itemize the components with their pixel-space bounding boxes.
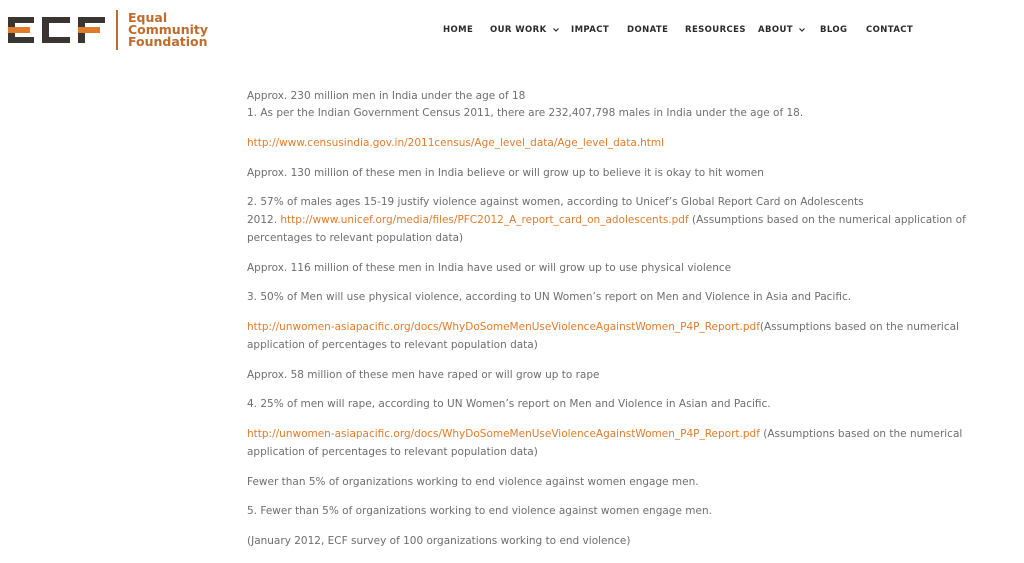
unicef-link[interactable]: http://www.unicef.org/media/files/PFC2012_A_report_card_on_adolescents.pdf (280, 214, 689, 226)
stat-note-2-line2 (247, 211, 977, 229)
stat-note-4: 4. 25% of men will rape, according to UN Women’s report on Men and Violence in Asian and Pacific. (247, 398, 771, 410)
chevron-down-icon (552, 26, 560, 34)
nav-donate[interactable] (627, 25, 668, 35)
main-nav (0, 22, 1024, 39)
chevron-down-icon (798, 26, 806, 34)
source-link-4-row (247, 425, 977, 443)
source-link-3-line2: application of percentages to relevant population data) (247, 339, 538, 351)
stat-heading-5: Fewer than 5% of organizations working to end violence against women engage men. (247, 476, 699, 488)
nav-resources[interactable] (685, 25, 746, 35)
nav-contact[interactable] (866, 25, 913, 35)
nav-about[interactable] (758, 25, 806, 35)
nav-blog[interactable] (820, 25, 847, 35)
logo-line-3: Foundation (128, 34, 208, 49)
nav-blog-label: BLOG (820, 25, 848, 35)
unwomen-link-1[interactable]: http://unwomen-asiapacific.org/docs/WhyDoSomeMenUseViolenceAgainstWomen_P4P_Report.pdf (247, 321, 760, 333)
stat-note-2-line1: 2. 57% of males ages 15-19 justify violence against women, according to Unicef’s Global Report Card on Adolescents (247, 196, 864, 208)
stat-note-3: 3. 50% of Men will use physical violence, according to UN Women’s report on Men and Violence in Asia and Pacific. (247, 291, 852, 303)
nav-resources-label: RESOURCES (685, 25, 746, 35)
stat-note-2-suffix: (Assumptions based on the numerical application of (688, 214, 966, 226)
nav-contact-label: CONTACT (866, 25, 914, 35)
stat-note-2-prefix: 2012. (247, 214, 281, 226)
source-link-3-suffix: (Assumptions based on the numerical (759, 321, 959, 333)
nav-impact-label: IMPACT (571, 25, 610, 35)
source-link-4-suffix: (Assumptions based on the numerical (759, 428, 963, 440)
census-link[interactable]: http://www.censusindia.gov.in/2011census/Age_level_data/Age_level_data.html (247, 137, 665, 149)
nav-donate-label: DONATE (627, 25, 669, 35)
source-link-3-row (247, 318, 977, 336)
unwomen-link-2[interactable]: http://unwomen-asiapacific.org/docs/WhyDoSomeMenUseViolenceAgainstWomen_P4P_Report.pdf (247, 428, 760, 440)
nav-our-work-label: OUR WORK (490, 25, 547, 35)
stat-heading-3: Approx. 116 million of these men in India have used or will grow up to use physical violence (247, 262, 732, 274)
stat-note-5: 5. Fewer than 5% of organizations working to end violence against women engage men. (247, 505, 712, 517)
stat-source-5: (January 2012, ECF survey of 100 organizations working to end violence) (247, 535, 631, 547)
stat-heading-2: Approx. 130 million of these men in India believe or will grow up to believe it is okay to hit women (247, 167, 764, 179)
source-link-1-row (247, 134, 977, 152)
logo-line-2: Community (128, 22, 209, 37)
stat-note-1: 1. As per the Indian Government Census 2011, there are 232,407,798 males in India under the age of 18. (247, 107, 804, 119)
nav-home-label: HOME (443, 25, 474, 35)
site-header (0, 0, 1024, 62)
stat-heading-4: Approx. 58 million of these men have raped or will grow up to rape (247, 369, 600, 381)
stat-note-2-line3: percentages to relevant population data) (247, 232, 464, 244)
nav-our-work[interactable] (490, 25, 560, 35)
nav-home[interactable] (443, 25, 473, 35)
source-link-4-line2: application of percentages to relevant population data) (247, 446, 538, 458)
stat-heading-1: Approx. 230 million men in India under the age of 18 (247, 90, 526, 102)
logo-line-1: Equal (128, 10, 168, 25)
nav-impact[interactable] (571, 25, 609, 35)
nav-about-label: ABOUT (758, 25, 793, 35)
